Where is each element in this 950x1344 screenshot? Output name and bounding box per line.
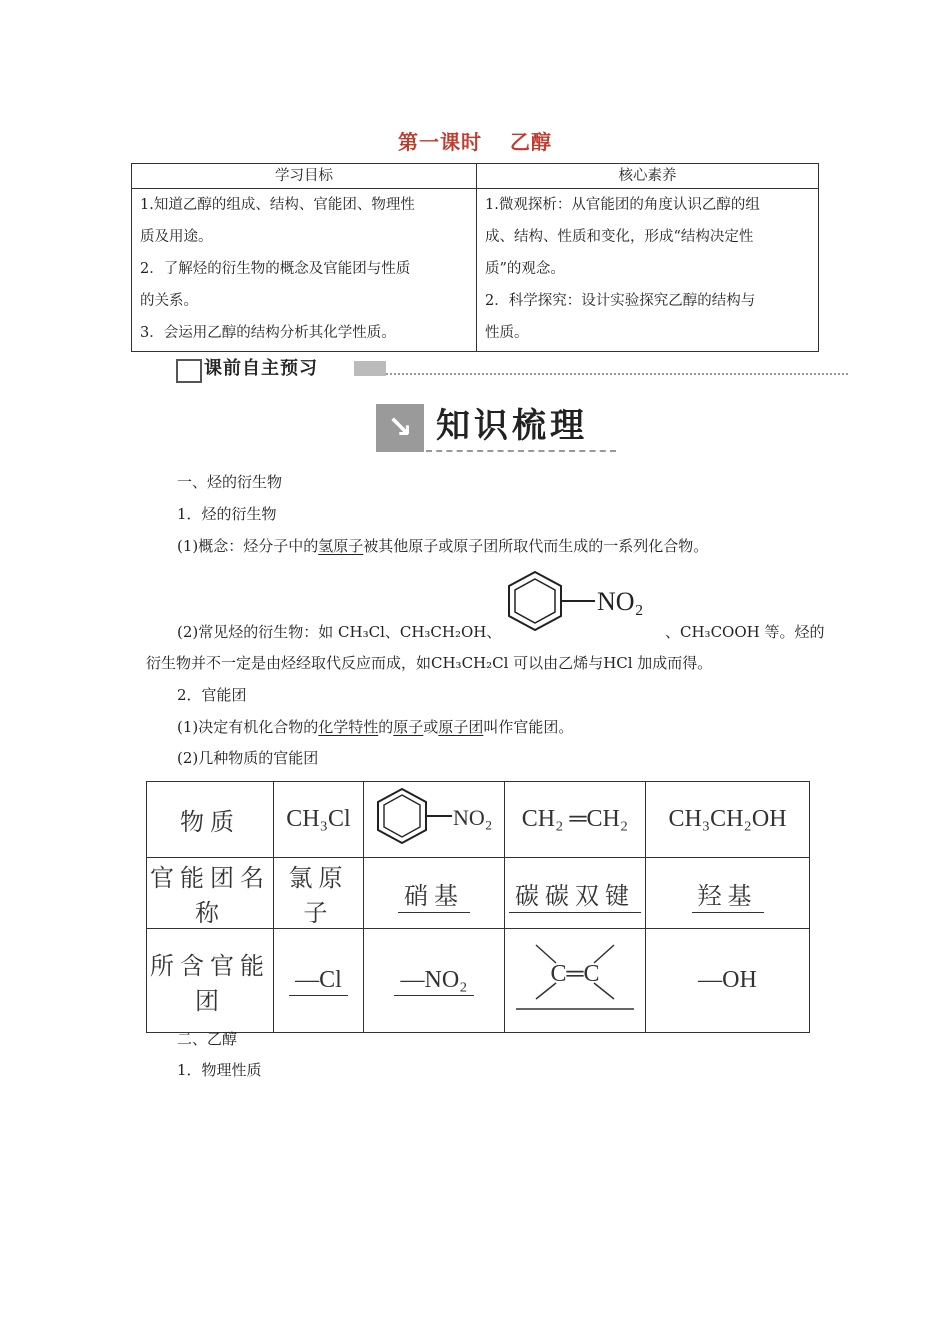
knowledge-banner (376, 404, 616, 452)
concept-post: 被其他原子或原子团所取代而生成的一系列化合物。 (363, 537, 709, 555)
nitro-label: NO₂ (597, 587, 644, 616)
cc-label: C═C (550, 961, 600, 987)
name-nitro-cell (364, 858, 505, 929)
page-title (0, 126, 950, 155)
name-hydroxyl: 羟基 (692, 884, 764, 913)
goal-line: 1.知道乙醇的组成、结构、官能团、物理性 (140, 197, 415, 213)
group-cl: —Cl (289, 967, 348, 996)
name-hydroxyl-cell (646, 858, 810, 929)
substance-ch3cl: CH₃Cl (274, 782, 364, 858)
answer-chemical-property: 化学特性 (318, 718, 379, 736)
fg-definition (177, 715, 573, 739)
answer-hydrogen-atom: 氢原子 (318, 537, 364, 555)
goal-line: 2．了解烃的衍生物的概念及官能团与性质 (140, 261, 411, 277)
literacy-line: 性质。 (485, 325, 529, 341)
row-label-group: 所含官能团 (147, 929, 274, 1033)
group-no2-cell (364, 929, 505, 1033)
knowledge-banner-label: 知识梳理 (436, 406, 588, 446)
heading-ethanol: 二、乙醇 (177, 1030, 238, 1048)
group-no2: —NO₂ (394, 967, 473, 996)
subheading-physical-properties: 1．物理性质 (177, 1061, 262, 1079)
goal-line: 的关系。 (140, 293, 198, 309)
nitro-text: NO₂ (453, 805, 493, 830)
arrow-down-right-icon: ↘ (376, 404, 424, 452)
answer-atom-group: 原子团 (438, 718, 484, 736)
nitrobenzene-structure (495, 568, 665, 634)
goals-header-left: 学习目标 (132, 164, 477, 189)
goals-header-right: 核心素养 (477, 164, 819, 189)
fg-list-heading: (2)几种物质的官能团 (177, 749, 319, 767)
subheading-functional-group: 2．官能团 (177, 686, 247, 704)
arrow-box-icon (176, 359, 202, 383)
cc-double-bond-structure (510, 937, 640, 1017)
group-cc-cell (505, 929, 646, 1033)
functional-group-table (146, 781, 810, 1033)
row-label-substance: 物质 (147, 782, 274, 858)
goal-line: 3．会运用乙醇的结构分析其化学性质。 (140, 325, 396, 341)
answer-atom: 原子 (393, 718, 424, 736)
group-oh: —OH (646, 929, 810, 1033)
fg-def-pre: (1)决定有机化合物的 (177, 718, 319, 736)
common-derivatives-post: 、CH₃COOH 等。烃的 (665, 623, 825, 641)
fg-def-post: 叫作官能团。 (483, 718, 574, 736)
common-derivatives-pre: (2)常见烃的衍生物：如 CH₃Cl、CH₃CH₂OH、 (177, 623, 502, 641)
substance-ethanol: CH₃CH₂OH (646, 782, 810, 858)
goal-line: 质及用途。 (140, 229, 213, 245)
fg-def-mid2: 或 (423, 718, 439, 736)
banner-dotted-line (386, 373, 848, 375)
group-cl-cell (274, 929, 364, 1033)
substance-ethylene: CH₂ ═CH₂ (505, 782, 646, 858)
concept-paragraph (177, 534, 708, 558)
literacy-line: 2．科学探究：设计实验探究乙醇的结构与 (485, 293, 756, 309)
name-double-bond: 碳碳双键 (509, 884, 641, 913)
title-topic: 乙醇 (510, 130, 552, 154)
knowledge-dashed-line (426, 450, 616, 452)
name-double-bond-cell (505, 858, 646, 929)
common-derivatives-line2: 衍生物并不一定是由烃经取代反应而成，如CH₃CH₂Cl 可以由乙烯与HCl 加成而得。 (146, 654, 713, 672)
concept-pre: (1)概念：烃分子中的 (177, 537, 319, 555)
banner-grey-block (354, 361, 386, 376)
title-lesson: 第一课时 (398, 130, 482, 154)
fg-def-mid1: 的 (378, 718, 394, 736)
name-nitro: 硝基 (398, 884, 470, 913)
heading-derivatives: 一、烃的衍生物 (177, 473, 283, 491)
row-label-name: 官能团名称 (147, 858, 274, 929)
goals-left-cell (132, 189, 477, 352)
literacy-line: 1.微观探析：从官能团的角度认识乙醇的组 (485, 197, 760, 213)
section-banner (172, 356, 848, 382)
literacy-line: 成、结构、性质和变化，形成“结构决定性 (485, 229, 754, 245)
literacy-line: 质”的观念。 (485, 261, 565, 277)
goals-table (131, 163, 819, 352)
section-banner-label: 课前自主预习 (204, 358, 318, 379)
goals-right-cell (477, 189, 819, 352)
name-chlorine-atom: 氯原子 (274, 858, 364, 929)
nitrobenzene-small (366, 785, 502, 847)
substance-nitrobenzene (364, 782, 505, 858)
subheading-derivatives: 1．烃的衍生物 (177, 505, 277, 523)
